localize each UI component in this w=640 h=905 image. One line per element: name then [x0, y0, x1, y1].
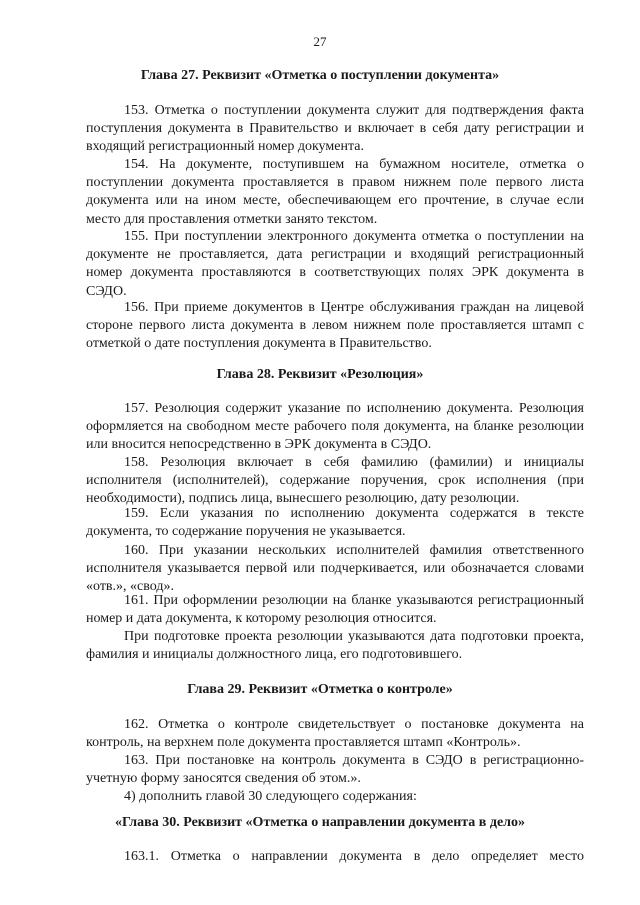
paragraph-161: 161. При оформлении резолюции на бланке указываются регистрационный номер и дата документа, к которому резолюция относится.	[86, 593, 584, 627]
page-number: 27	[313, 34, 327, 49]
paragraph-resolution-draft: При подготовке проекта резолюции указываются дата подготовки проекта, фамилия и инициалы должностного лица, его подготовившего.	[86, 629, 584, 663]
chapter-28-heading: Глава 28. Реквизит «Резолюция»	[216, 367, 424, 382]
paragraph-153: 153. Отметка о поступлении документа служит для подтверждения факта поступления документа в Правительство и включает в себя дату регистрации и входящий регистрационный номер документа.	[86, 103, 584, 155]
paragraph-159: 159. Если указания по исполнению документа содержатся в тексте документа, то содержание поручения не указывается.	[86, 506, 584, 540]
paragraph-157: 157. Резолюция содержит указание по исполнению документа. Резолюция оформляется на свободном месте рабочего поля документа, на бланке резолюции или вносится непосредственно в ЭРК документа в СЭДО.	[86, 401, 584, 453]
chapter-30-heading: «Глава 30. Реквизит «Отметка о направлении документа в дело»	[114, 815, 526, 830]
paragraph-163-1: 163.1. Отметка о направлении документа в дело определяет место	[124, 849, 584, 864]
paragraph-156: 156. При приеме документов в Центре обслуживания граждан на лицевой стороне первого листа документа в левом нижнем поле проставляется штамп с отметкой о дате поступления документа в Правительство.	[86, 300, 584, 352]
paragraph-162: 162. Отметка о контроле свидетельствует о постановке документа на контроль, на верхнем поле документа проставляется штамп «Контроль».	[86, 717, 584, 751]
paragraph-160: 160. При указании нескольких исполнителей фамилия ответственного исполнителя указывается первой или подчеркивается, или обозначается словами «отв.», «свод».	[86, 543, 584, 595]
paragraph-163: 163. При постановке на контроль документа в СЭДО в регистрационно-учетную форму заносятся сведения об этом.».	[86, 753, 584, 787]
paragraph-154: 154. На документе, поступившем на бумажном носителе, отметка о поступлении документа проставляется в правом нижнем поле первого листа документа или на ином месте, обеспечивающем его прочтение, в случае если место для проставления отметки занято текстом.	[86, 157, 584, 227]
paragraph-add-chapter-30: 4) дополнить главой 30 следующего содержания:	[124, 789, 417, 804]
paragraph-155: 155. При поступлении электронного документа отметка о поступлении на документе не проставляется, дата регистрации и входящий регистрационный номер документа проставляются в соответствующих полях ЭРК документа в СЭДО.	[86, 229, 584, 299]
paragraph-158: 158. Резолюция включает в себя фамилию (фамилии) и инициалы исполнителя (исполнителей), содержание поручения, срок исполнения (при необходимости), подпись лица, вынесшего резолюцию, дату резолюции.	[86, 455, 584, 507]
chapter-29-heading: Глава 29. Реквизит «Отметка о контроле»	[187, 682, 453, 697]
chapter-27-heading: Глава 27. Реквизит «Отметка о поступлении документа»	[140, 68, 500, 83]
